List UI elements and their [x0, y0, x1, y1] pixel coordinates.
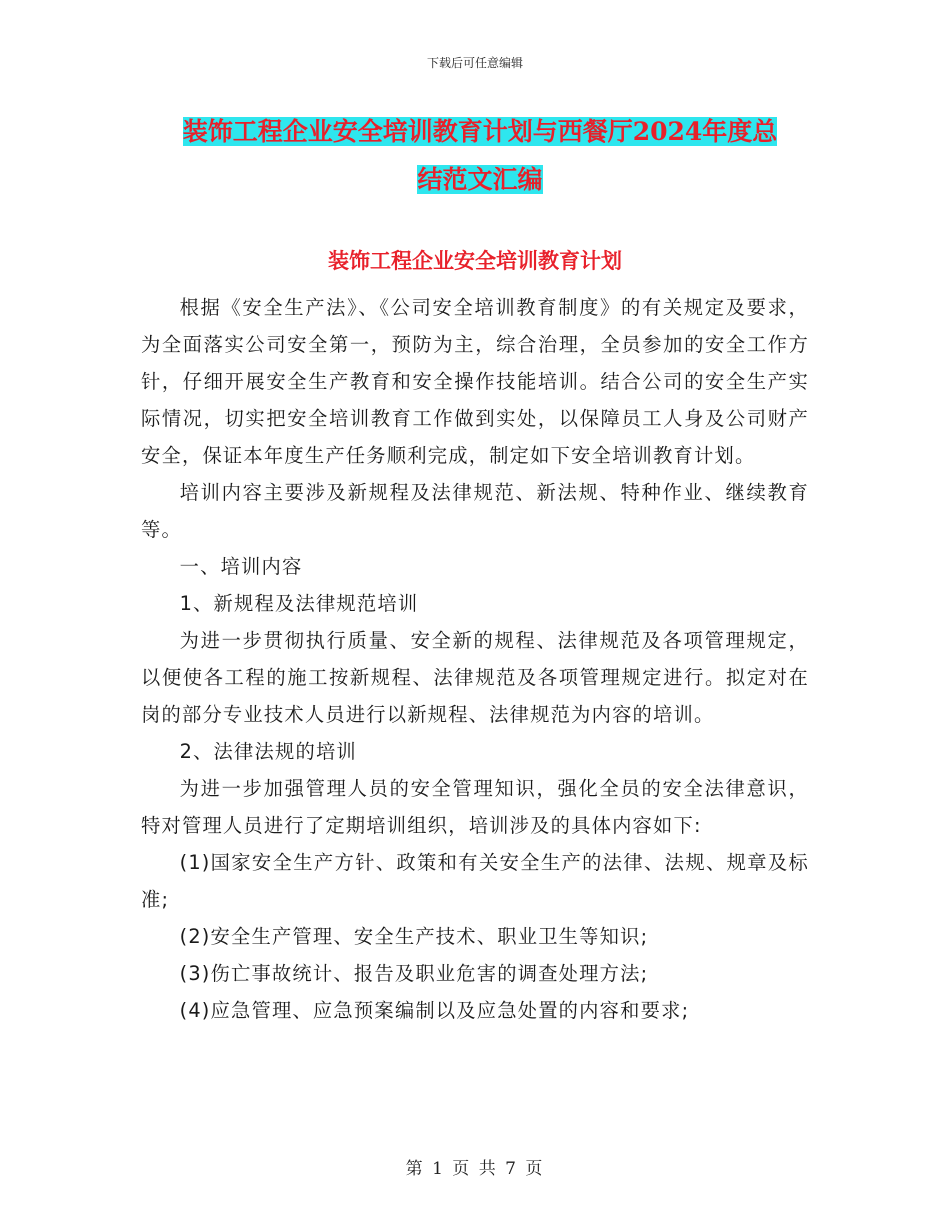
document-title-line-2: 结范文汇编: [417, 165, 543, 194]
document-body: [141, 289, 809, 1029]
subheading-new-regulations: 1、新规程及法律规范培训: [179, 592, 419, 615]
paragraph-scope: 培训内容主要涉及新规程及法律规范、新法规、特种作业、继续教育等。: [141, 481, 809, 541]
section-title: 装饰工程企业安全培训教育计划: [328, 248, 622, 273]
paragraph-new-regulations: 为进一步贯彻执行质量、安全新的规程、法律规范及各项管理规定，以便使各工程的施工按新规程、法律规范及各项管理规定进行。拟定对在岗的部分专业技术人员进行以新规程、法律规范为内容的培训。: [141, 629, 809, 726]
subheading-laws: 2、法律法规的培训: [179, 740, 357, 763]
page-header-note: 下载后可任意编辑: [426, 56, 523, 70]
list-item: (2)安全生产管理、安全生产技术、职业卫生等知识;: [179, 925, 649, 948]
page-number: 第 1 页 共 7 页: [405, 1159, 545, 1179]
document-title-line-1: 装饰工程企业安全培训教育计划与西餐厅2024年度总: [182, 117, 778, 146]
paragraph-intro: 根据《安全生产法》、《公司安全培训教育制度》的有关规定及要求，为全面落实公司安全第一，预防为主，综合治理，全员参加的安全工作方针，仔细开展安全生产教育和安全操作技能培训。结合公司的安全生产实际情况，切实把安全培训教育工作做到实处，以保障员工人身及公司财产安全，保证本年度生产任务顺利完成，制定如下安全培训教育计划。: [141, 296, 809, 467]
list-item: (1)国家安全生产方针、政策和有关安全生产的法律、法规、规章及标准;: [141, 851, 809, 911]
list-item: (4)应急管理、应急预案编制以及应急处置的内容和要求;: [179, 999, 690, 1022]
document-title: [140, 108, 820, 204]
list-item: (3)伤亡事故统计、报告及职业危害的调查处理方法;: [179, 962, 649, 985]
heading-training-content: 一、培训内容: [179, 555, 303, 578]
paragraph-laws: 为进一步加强管理人员的安全管理知识，强化全员的安全法律意识，特对管理人员进行了定期培训组织，培训涉及的具体内容如下:: [141, 777, 809, 837]
